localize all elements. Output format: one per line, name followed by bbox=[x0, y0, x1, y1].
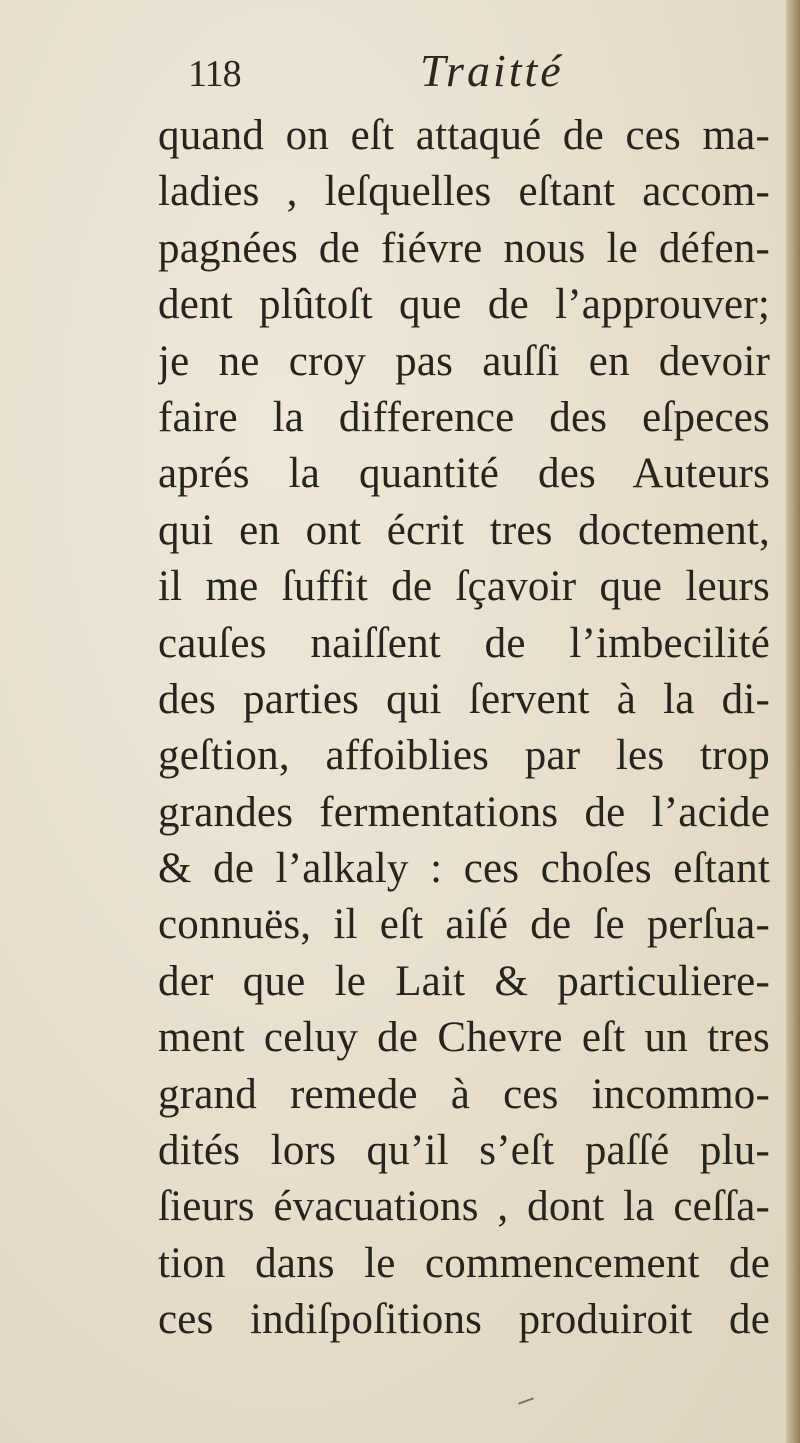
text-line: je ne croy pas auſſi en devoir bbox=[158, 337, 770, 385]
text-line: ladies , leſquelles eſtant accom- bbox=[158, 168, 770, 216]
text-line: tion dans le commencement de bbox=[158, 1239, 770, 1287]
text-line: pagnées de fiévre nous le défen- bbox=[158, 224, 770, 272]
text-line: der que le Lait & particuliere- bbox=[158, 957, 770, 1005]
text-line: geſtion, affoiblies par les trop bbox=[158, 732, 770, 780]
text-line: ces indiſpoſitions produiroit de bbox=[158, 1296, 770, 1344]
body-text bbox=[158, 108, 770, 1349]
text-line: dent plûtoſt que de l’approuver; bbox=[158, 281, 770, 329]
text-line: il me ſuffit de ſçavoir que leurs bbox=[158, 563, 770, 611]
text-line: ſieurs évacuations , dont la ceſſa- bbox=[158, 1183, 770, 1231]
text-line: & de l’alkaly : ces choſes eſtant bbox=[158, 845, 770, 893]
text-line: grandes fermentations de l’acide bbox=[158, 788, 770, 836]
page-header bbox=[188, 44, 748, 108]
text-line: cauſes naiſſent de l’imbecilité bbox=[158, 619, 770, 667]
text-line: qui en ont écrit tres doctement, bbox=[158, 506, 770, 554]
page-edge bbox=[786, 0, 800, 1443]
text-line: aprés la quantité des Auteurs bbox=[158, 450, 770, 498]
text-line: grand remede à ces incommo- bbox=[158, 1070, 770, 1118]
text-line: dités lors qu’il s’eſt paſſé plu- bbox=[158, 1127, 770, 1175]
text-line: des parties qui ſervent à la di- bbox=[158, 675, 770, 723]
text-line: quand on eſt attaqué de ces ma- bbox=[158, 112, 770, 159]
running-title: Traitté bbox=[420, 45, 564, 96]
page-number: 118 bbox=[188, 53, 241, 95]
text-line: ment celuy de Chevre eſt un tres bbox=[158, 1014, 770, 1062]
text-line: connuës, il eſt aiſé de ſe perſua- bbox=[158, 901, 770, 949]
ink-mark bbox=[518, 1397, 534, 1404]
text-line: faire la difference des eſpeces bbox=[158, 393, 770, 441]
